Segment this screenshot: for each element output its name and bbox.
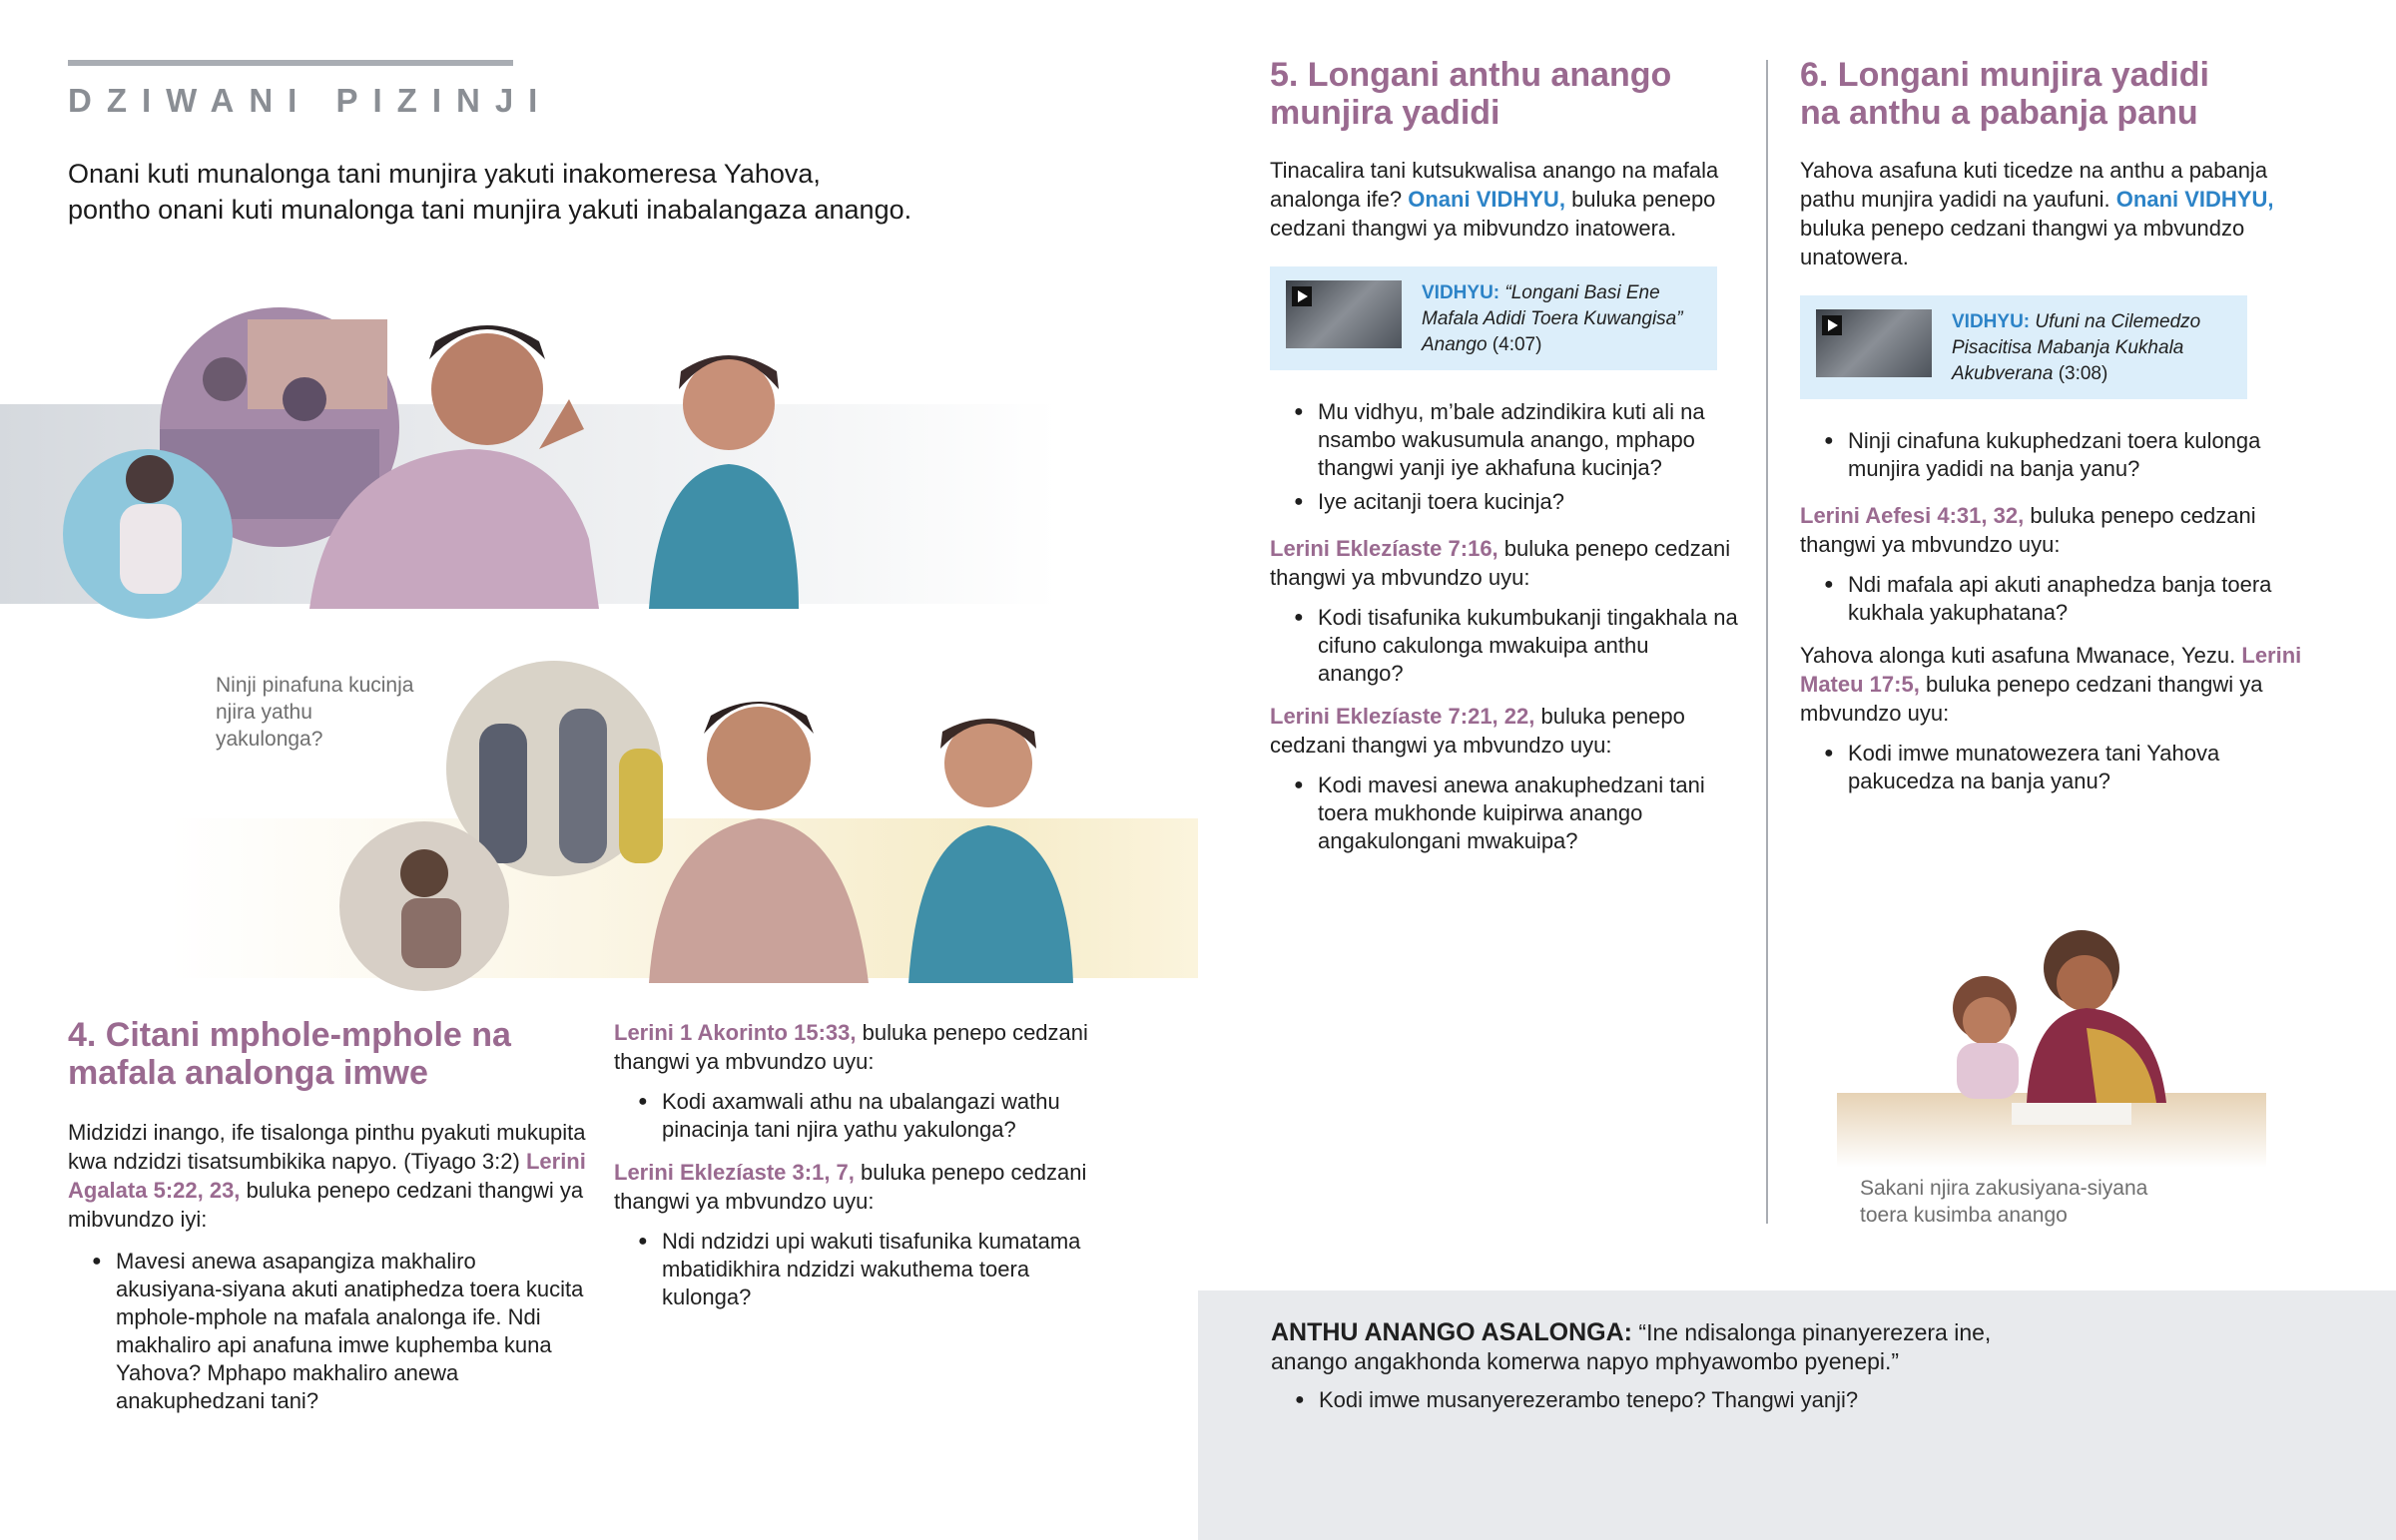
child-head — [1963, 997, 2011, 1045]
group-person — [479, 724, 527, 863]
section-6 — [1800, 56, 2339, 801]
section-top-rule — [68, 60, 513, 66]
question-item: ● Mavesi anewa asapangiza makhaliro akusiyana-siyana akuti anatiphedza toera kucita mphole-mphole na mafala analonga ife. Ndi makhaliro api anafuna imwe kuphemba kuna Yahova? Mphapo makhaliro anewa anakuphedzani tani? — [92, 1248, 587, 1415]
reading-text: buluka penepo cedzani thangwi ya mbvundzo uyu: — [1270, 704, 1685, 758]
reading-text: buluka penepo cedzani thangwi ya mbvundzo uyu: — [1270, 536, 1731, 590]
section-4-bullets — [92, 1248, 587, 1415]
listener-head — [126, 455, 174, 503]
section-6-body-text: Yahova asafuna kuti ticedze na anthu a pabanja pathu munjira yadidi na yaufuni. — [1800, 158, 2268, 212]
illustration-calm-couple — [329, 654, 1208, 993]
listener-body — [120, 504, 182, 594]
video-card[interactable] — [1800, 295, 2247, 399]
quote-text-line-1: “Ine ndisalonga pinanyerezera ine, — [1638, 1319, 1992, 1345]
scripture-reference[interactable]: Lerini Eklezíaste 7:21, 22, — [1270, 704, 1535, 729]
reading-1 — [1800, 501, 2309, 559]
column-divider — [1766, 60, 1768, 1224]
woman-head — [683, 358, 775, 450]
section-5-body-text: Tinacalira tani kutsukwalisa anango na mafala analonga ife? — [1270, 158, 1719, 212]
video-label: VIDHYU: — [1422, 282, 1500, 303]
scripture-reference[interactable]: Lerini Agalata 5:22, 23, — [68, 1149, 586, 1203]
video-duration: (3:08) — [2058, 363, 2108, 384]
section-6-body-text: buluka penepo cedzani thangwi ya mbvundzo unatowera. — [1800, 216, 2245, 269]
video-title: Ufuni na Cilemedzo Pisacitisa Mabanja Kukhala Akubverana — [1952, 311, 2201, 384]
video-label: VIDHYU: — [1952, 311, 2031, 332]
drawing-paper — [2012, 1103, 2131, 1125]
paragraph-2 — [1800, 641, 2329, 728]
question-item: ● Mu vidhyu, m’bale adzindikira kuti ali na nsambo wakusumula anango, mphapo thangwi yanji iye akhafuna kucinja? — [1294, 398, 1739, 482]
scripture-reference[interactable]: Lerini Aefesi 4:31, 32, — [1800, 503, 2025, 528]
illustration-mother-child — [1827, 903, 2276, 1173]
scripture-reference[interactable]: Lerini Eklezíaste 3:1, 7, — [614, 1160, 855, 1185]
scripture-reference[interactable]: Lerini Mateu 17:5, — [1800, 643, 2302, 697]
question-item: ● Iye acitanji toera kucinja? — [1294, 488, 1739, 516]
section-4-body-text: Midzidzi inango, ife tisalonga pinthu pyakuti mukupita kwa ndzidzi tisatsumbikika napyo. (Tiyago 3:2) — [68, 1120, 586, 1174]
quote-content — [1271, 1318, 2169, 1420]
section-6-title-line-2: na anthu a pabanja panu — [1800, 94, 2198, 132]
question-item: ● Ndi mafala api akuti anaphedza banja toera kukhala yakuphatana? — [1824, 571, 2323, 627]
illustration-caption-left: Ninji pinafuna kucinja njira yathu yakulonga? — [216, 674, 414, 751]
intro-line-2: pontho onani kuti munalonga tani munjira yakuti inabalangaza anango. — [68, 195, 912, 225]
scripture-reference[interactable]: Lerini Eklezíaste 7:16, — [1270, 536, 1498, 561]
section-4-body-text: buluka penepo cedzani thangwi ya mibvundzo iyi: — [68, 1178, 584, 1232]
question-item: ● Kodi tisafunika kukumbukanji tingakhala na cifuno cakulonga mwakuipa anthu anango? — [1294, 604, 1739, 688]
illustration-caption-right: Sakani njira zakusiyana-siyana toera kusimba anango — [1860, 1177, 2148, 1227]
section-5-body — [1270, 156, 1739, 243]
intro-line-1: Onani kuti munalonga tani munjira yakuti inakomeresa Yahova, — [68, 159, 821, 189]
question-item: ● Kodi imwe musanyerezerambo tenepo? Thangwi yanji? — [1295, 1386, 2169, 1414]
reading-1-bullets — [638, 1088, 1113, 1144]
reading-2-bullets — [638, 1228, 1113, 1311]
question-item: ● Ndi ndzidzi upi wakuti tisafunika kumatama mbatidikhira ndzidzi wakuthema toera kulonga? — [638, 1228, 1113, 1311]
page-kicker: DZIWANI PIZINJI — [68, 82, 553, 119]
watch-video-link[interactable]: Onani VIDHYU, — [1408, 187, 1565, 212]
man-head — [431, 333, 543, 445]
reading-2 — [1270, 702, 1739, 760]
viewer-head — [283, 377, 326, 421]
woman-top — [908, 825, 1073, 983]
illustration-arguing-couple — [0, 279, 1058, 619]
reading-1-bullets — [1294, 604, 1739, 688]
paragraph-text: Yahova alonga kuti asafuna Mwanace, Yezu. — [1800, 643, 2236, 668]
question-item: ● Kodi mavesi anewa anakuphedzani tani toera mukhonde kuipirwa anango angakulongani mwakuipa? — [1294, 771, 1739, 855]
section-4 — [68, 1016, 587, 1421]
child-body — [1957, 1043, 2019, 1099]
video-caption — [1422, 280, 1701, 358]
reading-1 — [1270, 534, 1739, 592]
paragraph-2-bullets — [1824, 740, 2323, 795]
section-6-body — [1800, 156, 2309, 271]
man-plaid-shirt — [649, 818, 869, 983]
section-5-body-text: buluka penepo cedzani thangwi ya mibvundzo inatowera. — [1270, 187, 1716, 241]
section-5-title-line-2: munjira yadidi — [1270, 94, 1500, 132]
section-5-bullets — [1294, 398, 1739, 516]
quote-text-line-2: anango angakhonda komerwa napyo mphyawombo pyenepi.” — [1271, 1348, 1900, 1374]
group-person — [559, 709, 607, 863]
man-pointing-hand — [539, 399, 584, 449]
reading-text: buluka penepo cedzani thangwi ya mbvundzo uyu: — [614, 1160, 1087, 1214]
play-icon[interactable] — [1822, 315, 1842, 335]
question-item: ● Ninji cinafuna kukuphedzani toera kulonga munjira yadidi na banja yanu? — [1824, 427, 2323, 483]
reader-body — [401, 898, 461, 968]
quote-label: ANTHU ANANGO ASALONGA: — [1271, 1318, 1633, 1346]
section-4-title-line-1: 4. Citani mphole-mphole na — [68, 1016, 511, 1054]
question-item: ● Kodi axamwali athu na ubalangazi wathu pinacinja tani njira yathu yakulonga? — [638, 1088, 1113, 1144]
reading-1-bullets — [1824, 571, 2323, 627]
reading-2-bullets — [1294, 771, 1739, 855]
question-item: ● Kodi imwe munatowezera tani Yahova pakucedza na banja yanu? — [1824, 740, 2323, 795]
video-duration: (4:07) — [1492, 334, 1542, 355]
video-thumbnail[interactable] — [1286, 280, 1402, 348]
section-5-title-line-1: 5. Longani anthu anango — [1270, 56, 1672, 94]
reader-head — [400, 849, 448, 897]
section-5-title — [1270, 56, 1739, 132]
section-4-readings — [614, 1018, 1113, 1317]
section-6-title — [1800, 56, 2339, 132]
intro-paragraph — [68, 156, 1086, 228]
section-6-title-line-1: 6. Longani munjira yadidi — [1800, 56, 2209, 94]
reading-text: buluka penepo cedzani thangwi ya mbvundzo uyu: — [1800, 503, 2256, 557]
quote-bullets — [1295, 1386, 2169, 1414]
paragraph-text: buluka penepo cedzani thangwi ya mbvundzo uyu: — [1800, 672, 2263, 726]
reading-text: buluka penepo cedzani thangwi ya mbvundzo uyu: — [614, 1020, 1088, 1074]
section-4-body — [68, 1118, 587, 1234]
mother-head — [2057, 955, 2112, 1011]
video-thumbnail[interactable] — [1816, 309, 1932, 377]
play-icon[interactable] — [1292, 286, 1312, 306]
video-title: “Longani Basi Ene Mafala Adidi Toera Kuwangisa” Anango — [1422, 282, 1683, 355]
section-4-title-line-2: mafala analonga imwe — [68, 1054, 428, 1092]
video-caption — [1952, 309, 2231, 387]
section-6-bullets — [1824, 427, 2323, 483]
watch-video-link[interactable]: Onani VIDHYU, — [2115, 187, 2274, 212]
section-5 — [1270, 56, 1739, 861]
scripture-reference[interactable]: Lerini 1 Akorinto 15:33, — [614, 1020, 857, 1045]
reading-2 — [614, 1158, 1113, 1216]
viewer-head — [203, 357, 247, 401]
group-person — [619, 749, 663, 863]
reading-1 — [614, 1018, 1113, 1076]
section-4-title — [68, 1016, 587, 1092]
man-head — [707, 707, 811, 810]
woman-top — [649, 464, 799, 609]
video-card[interactable] — [1270, 266, 1717, 370]
